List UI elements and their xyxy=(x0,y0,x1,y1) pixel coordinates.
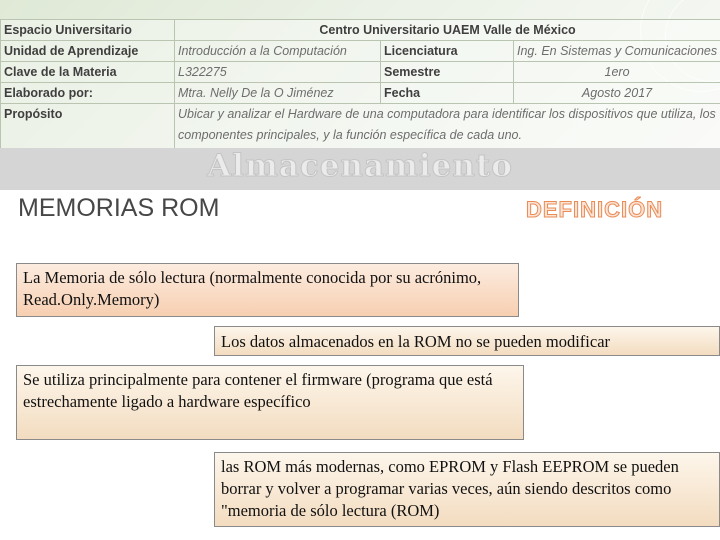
table-label: Unidad de Aprendizaje xyxy=(1,41,175,62)
definition-title: DEFINICIÓN xyxy=(526,197,664,222)
text-box: La Memoria de sólo lectura (normalmente conocida por su acrónimo, Read.Only.Memory) xyxy=(16,263,519,317)
topic-title: Almacenamiento xyxy=(207,148,513,184)
table-label: Semestre xyxy=(381,62,514,83)
table-row xyxy=(1,83,720,104)
table-row xyxy=(1,41,720,62)
table-label: Elaborado por: xyxy=(1,83,175,104)
table-label: Espacio Universitario xyxy=(1,20,175,41)
table-value: Introducción a la Computación xyxy=(175,41,381,62)
table-value: Ing. En Sistemas y Comunicaciones xyxy=(514,41,720,62)
table-value: L322275 xyxy=(175,62,381,83)
text-box: las ROM más modernas, como EPROM y Flash EEPROM se pueden borrar y volver a programar varias veces, aún siendo descritos como "memoria de sólo lectura (ROM) xyxy=(214,452,720,527)
table-label: Clave de la Materia xyxy=(1,62,175,83)
table-row xyxy=(1,20,720,41)
table-label: Fecha xyxy=(381,83,514,104)
table-value: 1ero xyxy=(514,62,720,83)
table-value: Mtra. Nelly De la O Jiménez xyxy=(175,83,381,104)
table-label: Licenciatura xyxy=(381,41,514,62)
table-label: Propósito xyxy=(1,104,175,149)
table-row xyxy=(1,62,720,83)
table-row xyxy=(1,104,720,149)
table-value: Ubicar y analizar el Hardware de una computadora para identificar los dispositivos que utiliza, los componentes principales, y la función específica de cada uno. xyxy=(175,104,720,149)
section-title: MEMORIAS ROM xyxy=(18,194,220,222)
course-info-table xyxy=(0,19,720,149)
table-value: Centro Universitario UAEM Valle de México xyxy=(175,20,720,41)
text-box: Se utiliza principalmente para contener el firmware (programa que está estrechamente ligado a hardware específico xyxy=(16,365,524,440)
table-value: Agosto 2017 xyxy=(514,83,720,104)
text-box: Los datos almacenados en la ROM no se pueden modificar xyxy=(214,326,720,356)
